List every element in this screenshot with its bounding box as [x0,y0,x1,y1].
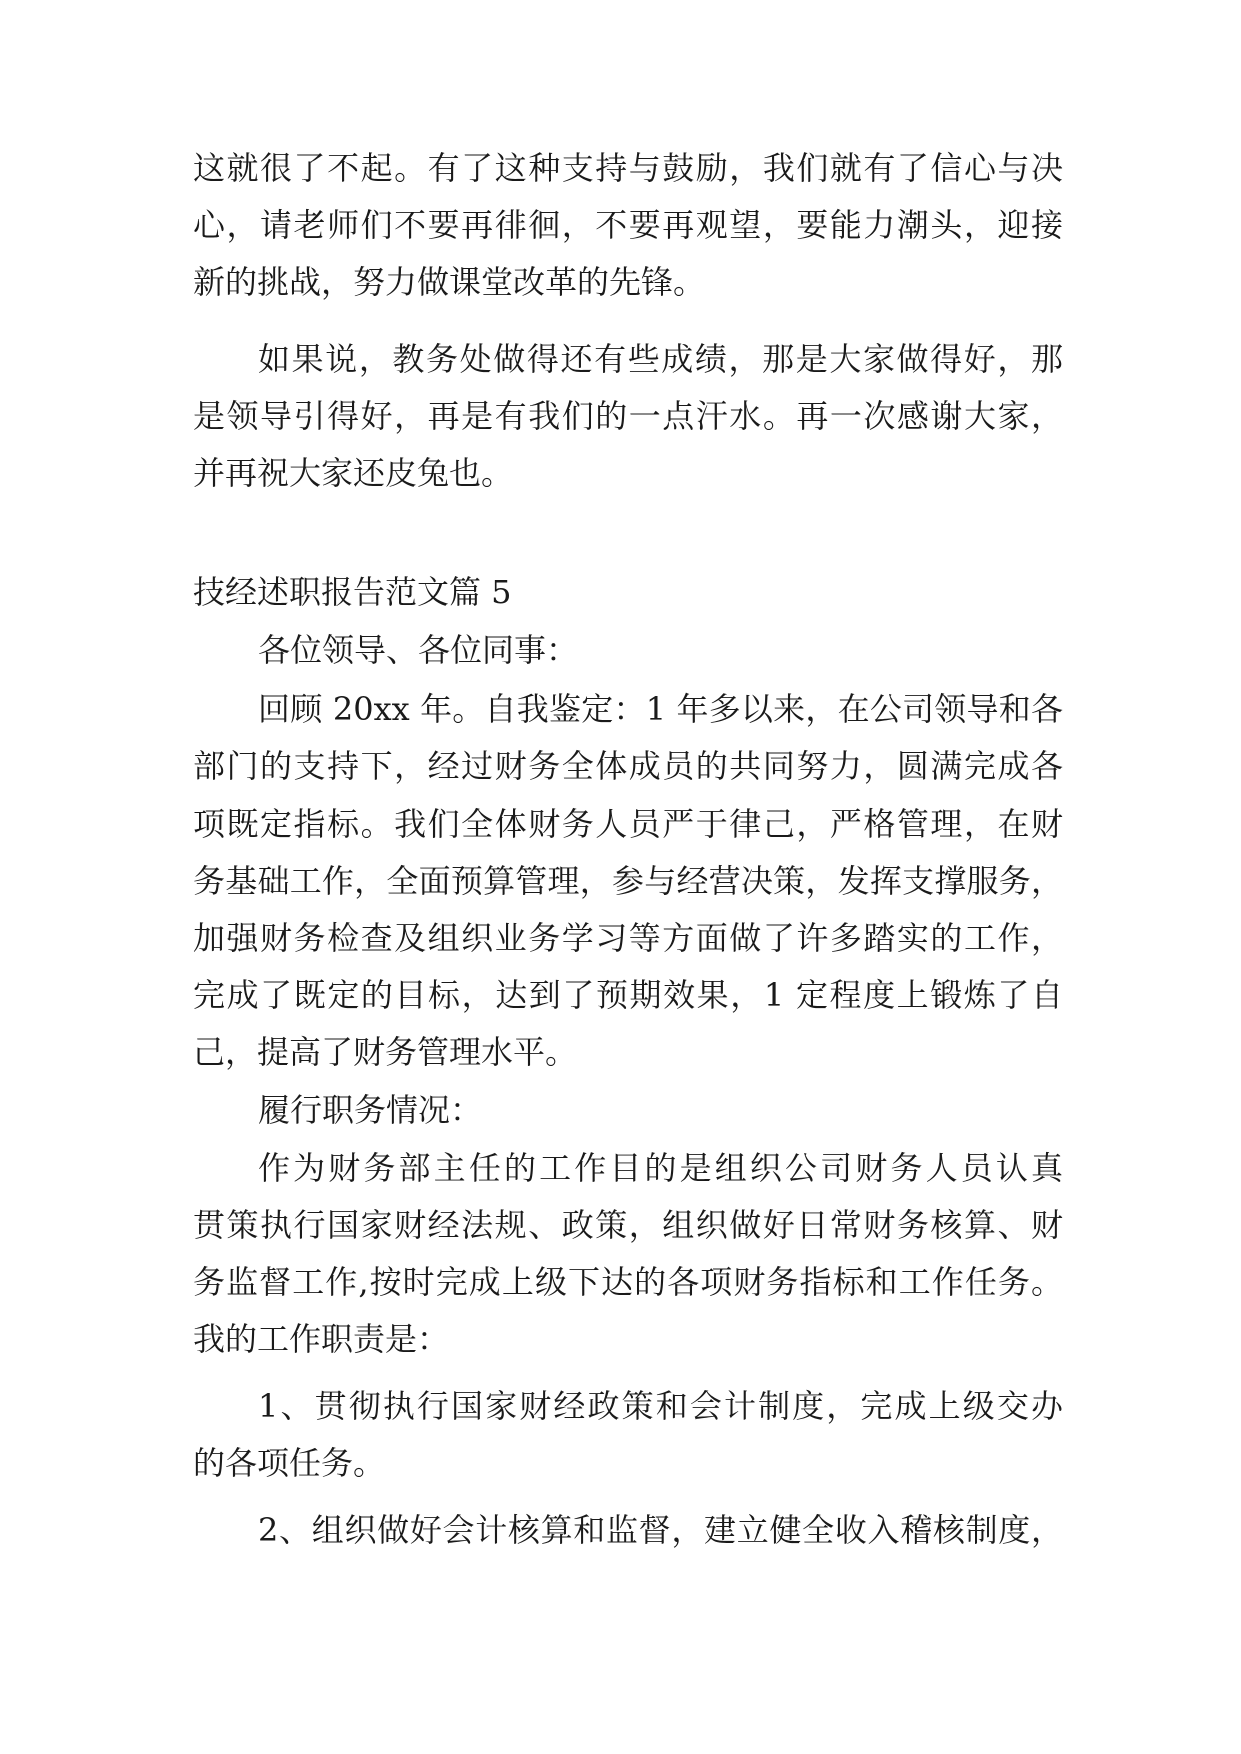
list-item: 1、贯彻执行国家财经政策和会计制度，完成上级交办 [258,1387,1063,1425]
subheading: 履行职务情况： [258,1091,483,1129]
body-line: 我的工作职责是： [193,1320,450,1358]
salutation: 各位领导、各位同事： [258,631,579,669]
list-item: 2、组织做好会计核算和监督，建立健全收入稽核制度， [258,1511,1063,1549]
body-line: 己，提高了财务管理水平。 [193,1033,578,1071]
list-item-continuation: 的各项任务。 [193,1444,386,1482]
body-line: 加强财务检查及组织业务学习等方面做了许多踏实的工作， [193,919,1063,957]
body-line: 贯策执行国家财经法规、政策，组织做好日常财务核算、财 [193,1206,1063,1244]
body-line: 项既定指标。我们全体财务人员严于律己，严格管理，在财 [193,805,1063,843]
body-line: 部门的支持下，经过财务全体成员的共同努力，圆满完成各 [193,747,1063,785]
body-line: 务基础工作，全面预算管理，参与经营决策，发挥支撑服务， [193,862,1063,900]
body-line: 心，请老师们不要再徘徊，不要再观望，要能力潮头，迎接 [193,206,1063,244]
body-line: 是领导引得好，再是有我们的一点汗水。再一次感谢大家， [193,397,1063,435]
body-line: 回顾 20xx 年。自我鉴定：1 年多以来，在公司领导和各 [258,690,1063,728]
body-line: 作为财务部主任的工作目的是组织公司财务人员认真 [258,1149,1063,1187]
body-line: 完成了既定的目标，达到了预期效果，1 定程度上锻炼了自 [193,976,1063,1014]
section-heading: 技经述职报告范文篇 5 [193,573,512,611]
body-line: 务监督工作,按时完成上级下达的各项财务指标和工作任务。 [193,1263,1063,1301]
body-line: 如果说，教务处做得还有些成绩，那是大家做得好，那 [258,340,1063,378]
body-line: 新的挑战，努力做课堂改革的先锋。 [193,263,706,301]
body-line: 并再祝大家还皮兔也。 [193,454,514,492]
body-line: 这就很了不起。有了这种支持与鼓励，我们就有了信心与决 [193,149,1063,187]
